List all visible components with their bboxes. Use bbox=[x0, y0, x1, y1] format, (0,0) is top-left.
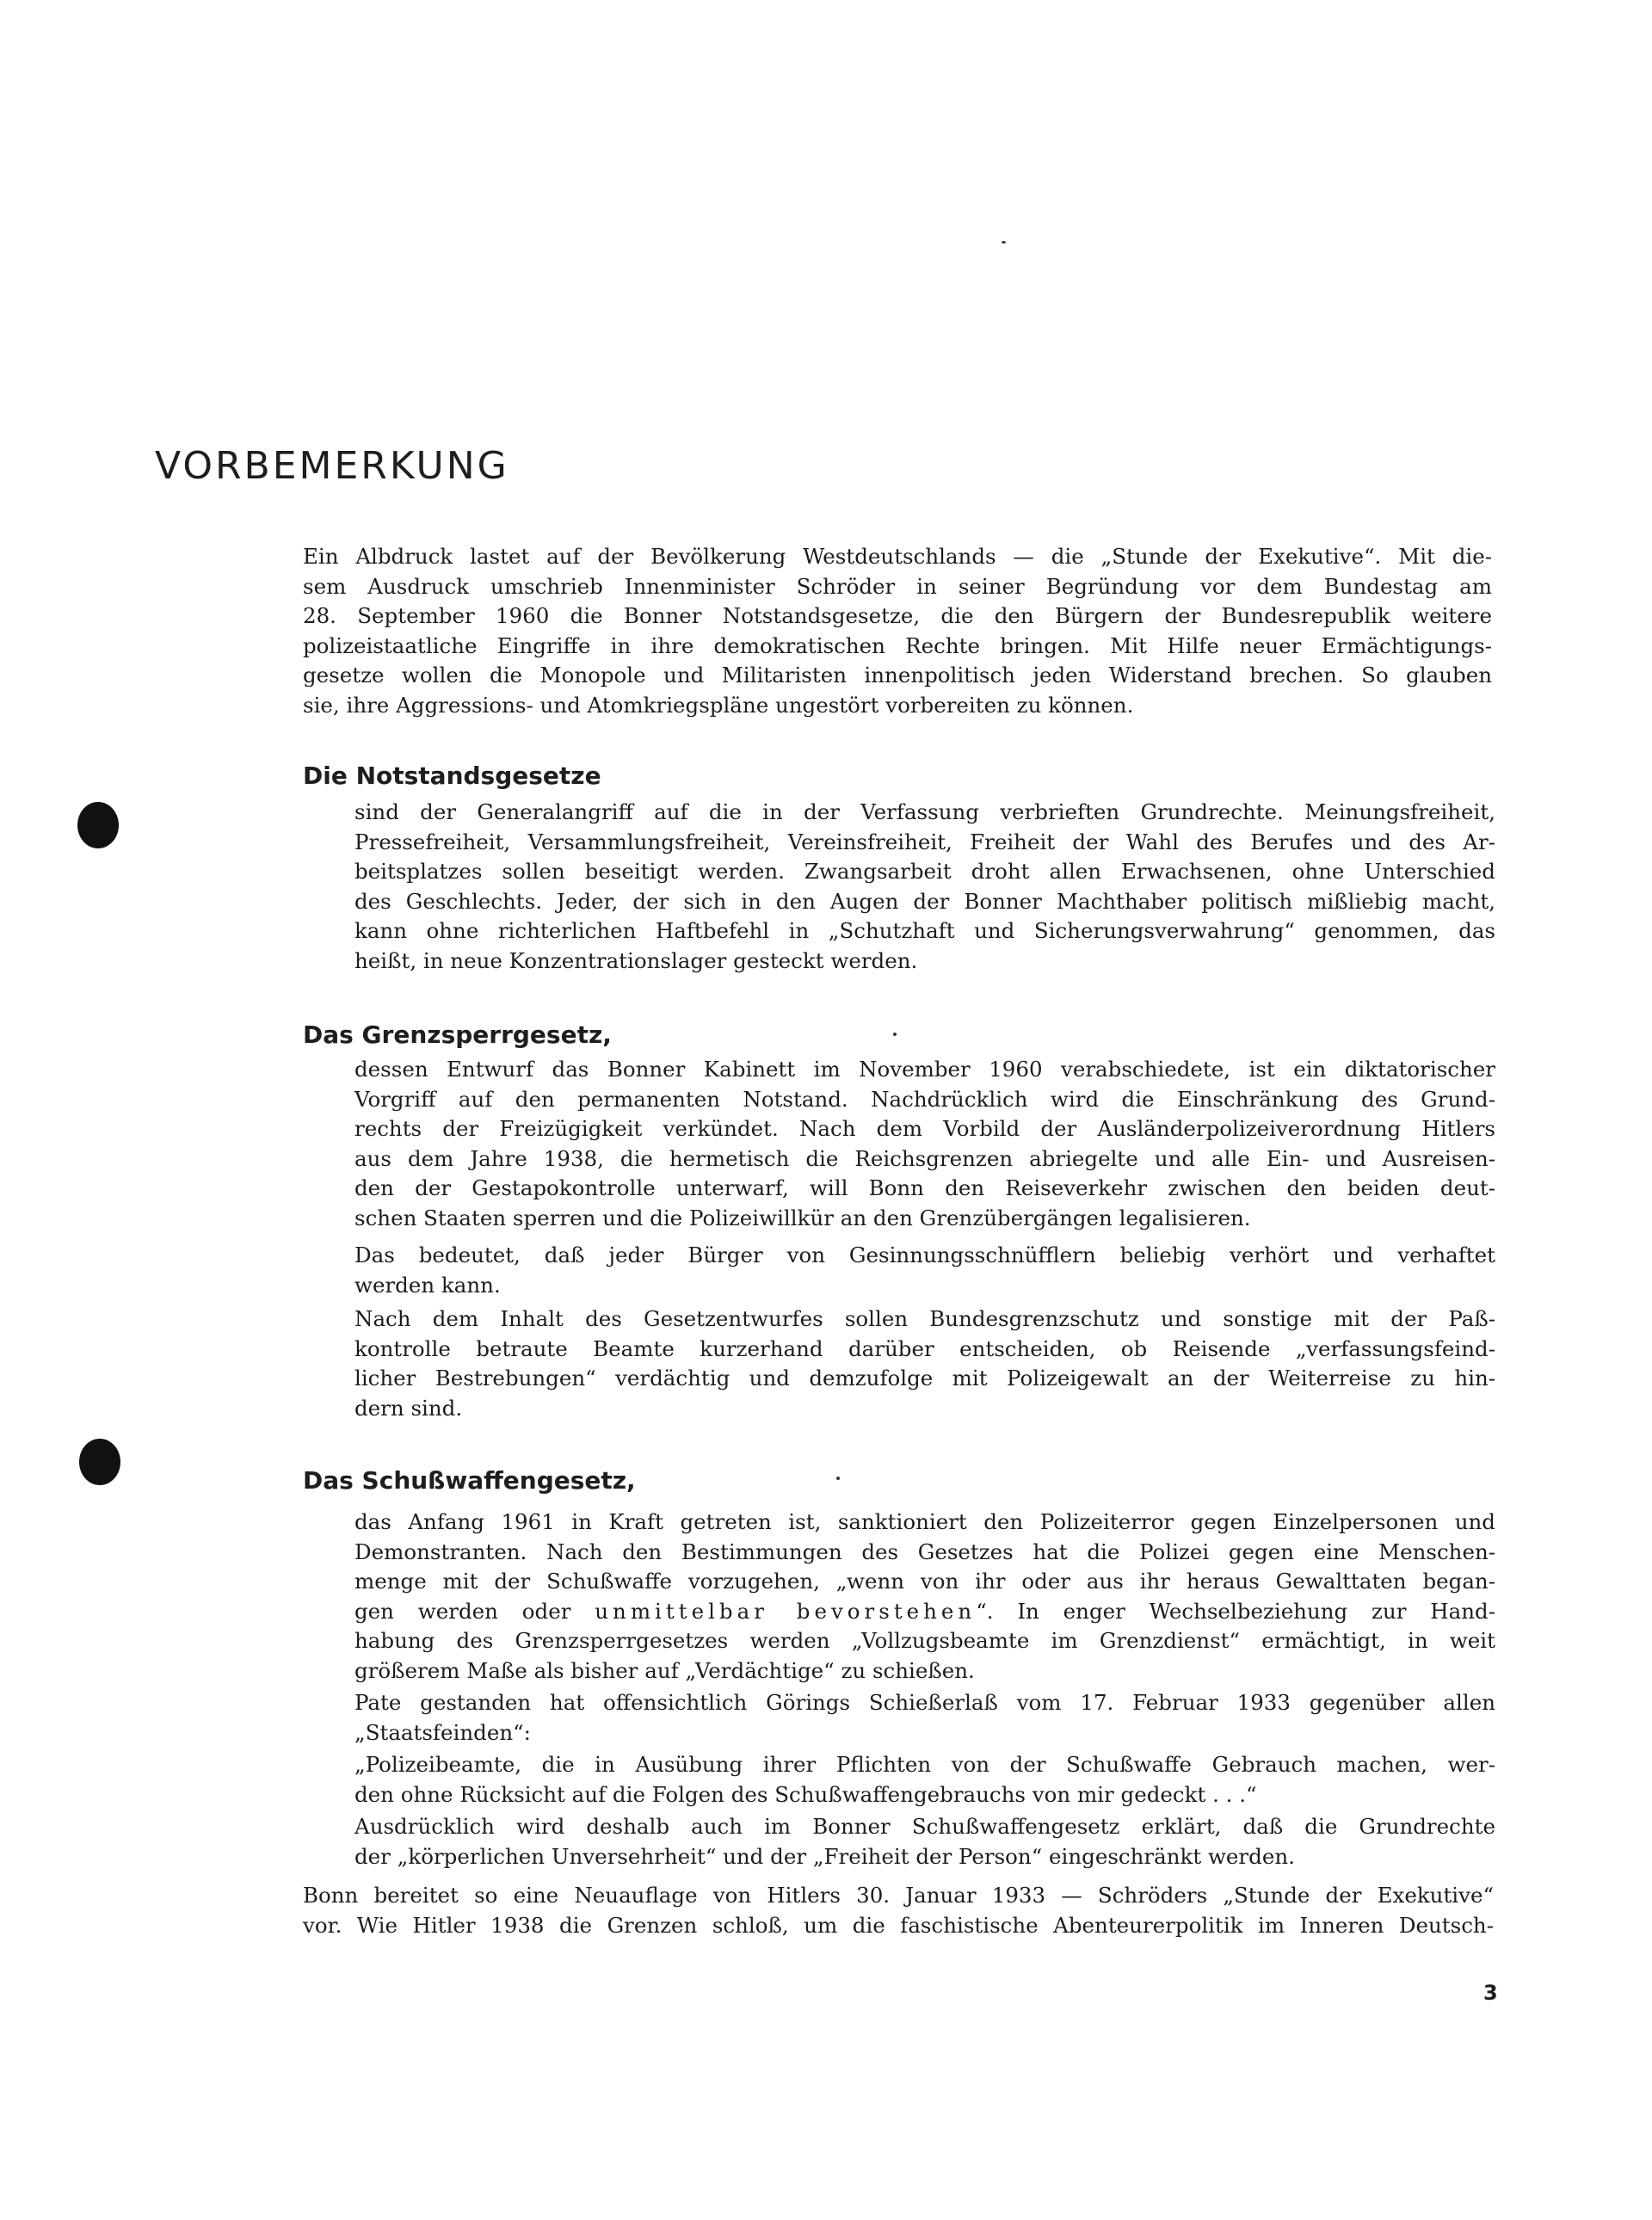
text-line bbox=[354, 1597, 1495, 1627]
text-line: Pate gestanden hat offensichtlich Görings Schießerlaß vom 17. Februar 1933 gegenüber allen bbox=[354, 1690, 1495, 1715]
emphasized-text: unmittelbar bevorstehen bbox=[595, 1598, 977, 1624]
section-heading-notstandsgesetze: Die Notstandsgesetze bbox=[303, 762, 601, 790]
closing-paragraph bbox=[303, 1881, 1494, 1940]
section3-paragraph-2 bbox=[354, 1688, 1495, 1748]
page-title: VORBEMERKUNG bbox=[155, 444, 509, 488]
section3-paragraph-3 bbox=[354, 1812, 1495, 1872]
text-line: „Polizeibeamte, die in Ausübung ihrer Pflichten von der Schußwaffe Gebrauch machen, wer- bbox=[354, 1752, 1495, 1777]
text-line: sind der Generalangriff auf die in der Verfassung verbrieften Grundrechte. Meinungsfreiheit, bbox=[354, 799, 1495, 824]
text-line: beitsplatzes sollen beseitigt werden. Zwangsarbeit droht allen Erwachsenen, ohne Unterschied bbox=[354, 859, 1495, 884]
section2-paragraph-2 bbox=[354, 1241, 1495, 1300]
page-number: 3 bbox=[1483, 1981, 1498, 2005]
section-heading-schusswaffengesetz: Das Schußwaffengesetz, bbox=[303, 1466, 636, 1495]
text-line: sie, ihre Aggressions- und Atomkriegspläne ungestört vorbereiten zu können. bbox=[303, 692, 1134, 718]
text-line: menge mit der Schußwaffe vorzugehen, „wenn von ihr oder aus ihr heraus Gewalttaten began- bbox=[354, 1569, 1495, 1594]
text-line: den ohne Rücksicht auf die Folgen des Schußwaffengebrauchs von mir gedeckt . . .“ bbox=[354, 1781, 1257, 1807]
section3-paragraph-1 bbox=[354, 1508, 1495, 1686]
text-line: aus dem Jahre 1938, die hermetisch die Reichsgrenzen abriegelte und alle Ein- und Ausreisen- bbox=[354, 1145, 1495, 1171]
text-line: des Geschlechts. Jeder, der sich in den Augen der Bonner Machthaber politisch mißliebig macht, bbox=[354, 888, 1495, 914]
text-fragment: gen werden oder bbox=[354, 1598, 571, 1624]
text-line: dessen Entwurf das Bonner Kabinett im November 1960 verabschiedete, ist ein diktatorischer bbox=[354, 1057, 1495, 1082]
scan-speck bbox=[1002, 241, 1006, 244]
text-line: Vorgriff auf den permanenten Notstand. Nachdrücklich wird die Einschränkung des Grund- bbox=[354, 1086, 1495, 1112]
text-line: schen Staaten sperren und die Polizeiwillkür an den Grenzübergängen legalisieren. bbox=[354, 1205, 1251, 1230]
text-line: dern sind. bbox=[354, 1395, 463, 1421]
text-line: vor. Wie Hitler 1938 die Grenzen schloß, um die faschistische Abenteurerpolitik im Inneren Deutsch- bbox=[303, 1912, 1494, 1938]
punch-hole-bottom bbox=[79, 1439, 120, 1485]
text-line: Pressefreiheit, Versammlungsfreiheit, Vereinsfreiheit, Freiheit der Wahl des Berufes und des Ar- bbox=[354, 829, 1495, 854]
section2-paragraph-3 bbox=[354, 1304, 1495, 1423]
text-line: heißt, in neue Konzentrationslager gesteckt werden. bbox=[354, 947, 918, 973]
text-line: polizeistaatliche Eingriffe in ihre demokratischen Rechte bringen. Mit Hilfe neuer Ermächtigungs- bbox=[303, 632, 1492, 658]
text-line: Das bedeutet, daß jeder Bürger von Gesinnungsschnüfflern beliebig verhört und verhaftet bbox=[354, 1243, 1495, 1267]
text-line: Nach dem Inhalt des Gesetzentwurfes sollen Bundesgrenzschutz und sonstige mit der Paß- bbox=[354, 1306, 1495, 1331]
punch-hole-top bbox=[77, 802, 119, 848]
text-line: Bonn bereitet so eine Neuauflage von Hitlers 30. Januar 1933 — Schröders „Stunde der Exekutive“ bbox=[303, 1883, 1494, 1908]
scan-speck bbox=[836, 1477, 840, 1480]
text-line: 28. September 1960 die Bonner Notstandsgesetze, die den Bürgern der Bundesrepublik weitere bbox=[303, 603, 1492, 628]
text-line: den der Gestapokontrolle unterwarf, will Bonn den Reiseverkehr zwischen den beiden deut- bbox=[354, 1175, 1495, 1200]
text-fragment: “. In enger Wechselbeziehung zur Hand- bbox=[976, 1598, 1495, 1624]
text-line: größerem Maße als bisher auf „Verdächtige“ zu schießen. bbox=[354, 1657, 975, 1683]
section2-paragraph-1 bbox=[354, 1055, 1495, 1233]
text-line: „Staatsfeinden“: bbox=[354, 1719, 531, 1745]
section-heading-grenzsperrgesetz: Das Grenzsperrgesetz, bbox=[303, 1021, 612, 1049]
text-line: kontrolle betraute Beamte kurzerhand darüber entscheiden, ob Reisende „verfassungsfeind- bbox=[354, 1335, 1495, 1361]
text-line: werden kann. bbox=[354, 1272, 501, 1298]
section1-paragraph bbox=[354, 798, 1495, 976]
text-line: das Anfang 1961 in Kraft getreten ist, sanktioniert den Polizeiterror gegen Einzelpersonen und bbox=[354, 1509, 1495, 1534]
text-line: Demonstranten. Nach den Bestimmungen des Gesetzes hat die Polizei gegen eine Menschen- bbox=[354, 1539, 1495, 1564]
scan-speck bbox=[893, 1033, 897, 1036]
text-line: rechts der Freizügigkeit verkündet. Nach dem Vorbild der Ausländerpolizeiverordnung Hitlers bbox=[354, 1116, 1495, 1141]
text-line: habung des Grenzsperrgesetzes werden „Vollzugsbeamte im Grenzdienst“ ermächtigt, in weit bbox=[354, 1628, 1495, 1653]
section3-quote bbox=[354, 1750, 1495, 1810]
text-line: gesetze wollen die Monopole und Militaristen innenpolitisch jeden Widerstand brechen. So glauben bbox=[303, 663, 1492, 688]
text-line: sem Ausdruck umschrieb Innenminister Schröder in seiner Begründung vor dem Bundestag am bbox=[303, 573, 1492, 599]
text-line: der „körperlichen Unversehrheit“ und der „Freiheit der Person“ eingeschränkt werden. bbox=[354, 1843, 1295, 1869]
text-line: Ausdrücklich wird deshalb auch im Bonner Schußwaffengesetz erklärt, daß die Grundrechte bbox=[354, 1814, 1495, 1839]
intro-paragraph bbox=[303, 542, 1492, 720]
text-line: licher Bestrebungen“ verdächtig und demzufolge mit Polizeigewalt an der Weiterreise zu hin- bbox=[354, 1366, 1495, 1391]
text-line: Ein Albdruck lastet auf der Bevölkerung Westdeutschlands — die „Stunde der Exekutive“. Mit die- bbox=[303, 544, 1492, 569]
text-line: kann ohne richterlichen Haftbefehl in „Schutzhaft und Sicherungsverwahrung“ genommen, das bbox=[354, 918, 1495, 943]
